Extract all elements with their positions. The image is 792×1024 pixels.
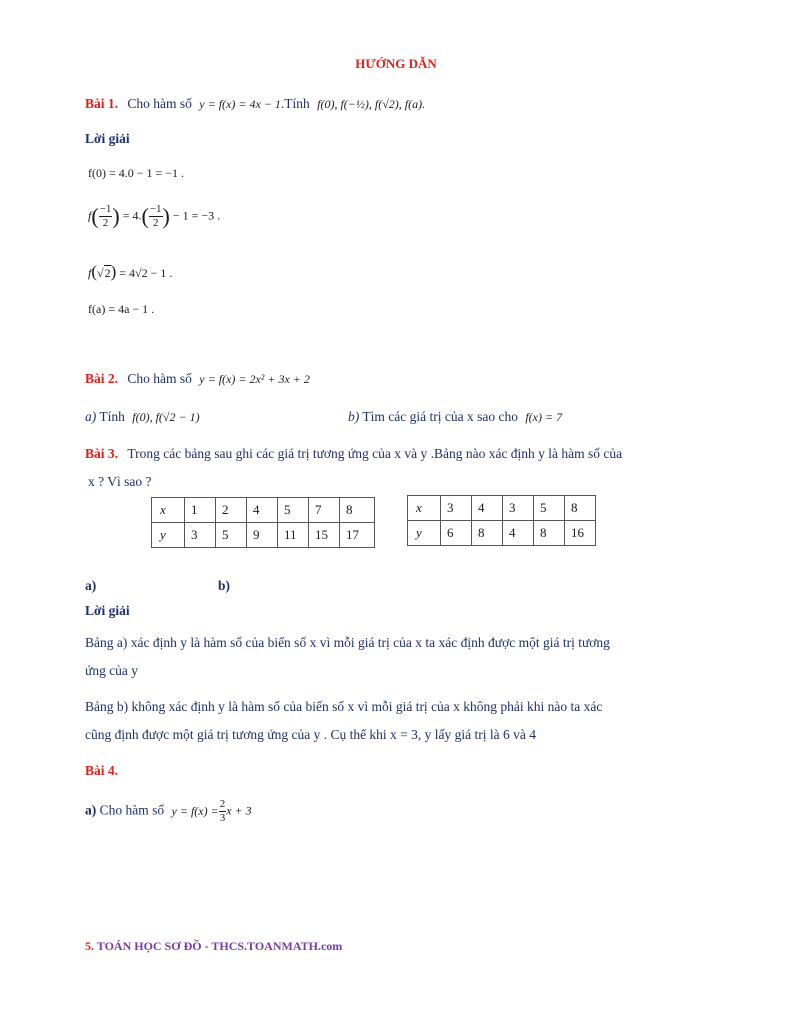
table-cell: 1 bbox=[185, 498, 216, 523]
sol1-line2-mid: = 4. bbox=[122, 208, 142, 223]
bai3-text2: x ? Vì sao ? bbox=[88, 474, 152, 489]
bai4-part-a: a) Cho hàm số y = f(x) = $\frac{2}{3}$ x + 3 bbox=[85, 798, 252, 824]
bai2-function: y = f(x) = 2x² + 3x + 2 bbox=[199, 372, 310, 386]
bai4-a-label: a) bbox=[85, 802, 97, 818]
footer-text: TOÁN HỌC SƠ ĐỒ - THCS.TOANMATH.com bbox=[96, 939, 343, 953]
table-cell: 8 bbox=[340, 498, 375, 523]
bai1-label: Bài 1. bbox=[85, 96, 119, 111]
table-a bbox=[151, 497, 375, 548]
table-cell: 15 bbox=[309, 523, 340, 548]
bai2-b-math: f(x) = 7 bbox=[525, 410, 563, 424]
table-cell: 16 bbox=[565, 521, 596, 546]
table-a-row-x bbox=[152, 498, 375, 523]
table-cell: 11 bbox=[278, 523, 309, 548]
table-a-y-header: y bbox=[152, 523, 185, 548]
bai2-line bbox=[85, 371, 310, 387]
table-cell: 4 bbox=[472, 496, 503, 521]
bai1-function: y = f(x) = 4x − 1 bbox=[199, 97, 281, 111]
table-a-x-header: x bbox=[152, 498, 185, 523]
table-cell: 8 bbox=[472, 521, 503, 546]
table-a-row-y bbox=[152, 523, 375, 548]
sol1-line2-end: − 1 = −3 . bbox=[172, 208, 221, 223]
bai4-a-text: Cho hàm số bbox=[99, 802, 165, 818]
table-cell: 3 bbox=[185, 523, 216, 548]
sol1-line1: f(0) = 4.0 − 1 = −1 . bbox=[88, 166, 185, 180]
bai2-a-text: Tính bbox=[99, 409, 125, 424]
loi-giai-heading-2: Lời giải bbox=[85, 603, 130, 618]
bai3-answer-a: a) bbox=[85, 578, 97, 593]
page-title: HƯỚNG DẪN bbox=[355, 56, 437, 71]
table-cell: 5 bbox=[534, 496, 565, 521]
bai1-line bbox=[85, 96, 425, 112]
table-cell: 2 bbox=[216, 498, 247, 523]
table-b-y-header: y bbox=[408, 521, 441, 546]
table-cell: 9 bbox=[247, 523, 278, 548]
table-b bbox=[407, 495, 596, 546]
bai4-func-left: y = f(x) = bbox=[171, 803, 219, 818]
bai3-text1: Trong các bảng sau ghi các giá trị tương ứng của x và y .Bảng nào xác định y là hàm số của bbox=[127, 446, 623, 461]
sol3-p2-line2: cũng định được một giá trị tương ứng của y . Cụ thể khi x = 3, y lấy giá trị là 6 và 4 bbox=[85, 727, 537, 742]
table-b-row-x bbox=[408, 496, 596, 521]
bai2-a-label: a) bbox=[85, 409, 97, 424]
bai3-line1 bbox=[85, 446, 622, 462]
page-number: 5. bbox=[85, 939, 94, 953]
table-cell: 5 bbox=[216, 523, 247, 548]
bai3-answer-b: b) bbox=[218, 578, 231, 593]
table-cell: 8 bbox=[534, 521, 565, 546]
bai2-part-a bbox=[85, 409, 200, 425]
bai1-prompt: Cho hàm số bbox=[127, 96, 192, 111]
bai1-tinh: .Tính bbox=[280, 96, 310, 111]
bai1-items: f(0), f(−½), f(√2), f(a). bbox=[317, 97, 426, 111]
page-footer bbox=[85, 939, 342, 954]
bai2-b-label: b) bbox=[348, 409, 360, 424]
sol3-p1-line2: ứng của y bbox=[85, 663, 139, 678]
table-cell: 17 bbox=[340, 523, 375, 548]
bai2-prompt: Cho hàm số bbox=[127, 371, 192, 386]
sol3-p2-line1: Bảng b) không xác định y là hàm số của biến số x vì mỗi giá trị của x không phải khi nào ta xác bbox=[85, 699, 603, 714]
bai2-label: Bài 2. bbox=[85, 371, 119, 386]
loi-giai-heading-1: Lời giải bbox=[85, 131, 130, 146]
bai2-part-b bbox=[348, 409, 562, 425]
table-cell: 7 bbox=[309, 498, 340, 523]
bai2-a-math: f(0), f(√2 − 1) bbox=[132, 410, 200, 424]
table-b-x-header: x bbox=[408, 496, 441, 521]
bai4-label: Bài 4. bbox=[85, 763, 119, 778]
table-cell: 3 bbox=[441, 496, 472, 521]
sol3-p1-line1: Bảng a) xác định y là hàm số của biến số x vì mỗi giá trị của x ta xác định được một giá trị tương bbox=[85, 635, 610, 650]
table-cell: 8 bbox=[565, 496, 596, 521]
table-b-row-y bbox=[408, 521, 596, 546]
table-cell: 4 bbox=[503, 521, 534, 546]
table-cell: 5 bbox=[278, 498, 309, 523]
table-cell: 4 bbox=[247, 498, 278, 523]
sol1-line2: f( $\frac{-1}{2}$ ) = 4.( $\frac{-1}{2}$ ) − 1 = −3 . bbox=[88, 203, 221, 229]
sol1-line4: f(a) = 4a − 1 . bbox=[88, 302, 155, 316]
bai4-func-right: x + 3 bbox=[226, 803, 252, 818]
sol1-line3: f(√2) = 4√2 − 1 . bbox=[88, 262, 173, 281]
bai3-label: Bài 3. bbox=[85, 446, 119, 461]
table-cell: 3 bbox=[503, 496, 534, 521]
table-cell: 6 bbox=[441, 521, 472, 546]
sol1-line3-rest: = 4√2 − 1 . bbox=[119, 266, 173, 280]
bai2-b-text: Tìm các giá trị của x sao cho bbox=[362, 409, 518, 424]
